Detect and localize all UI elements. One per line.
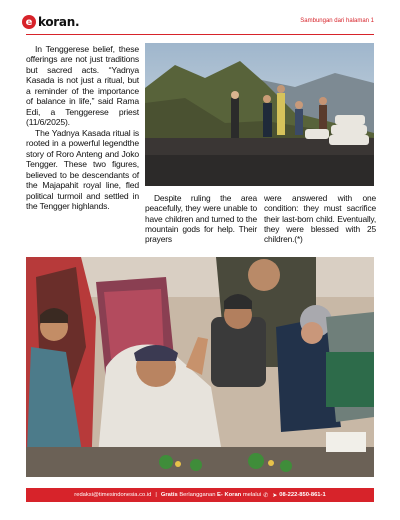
footer-gratis: Gratis xyxy=(160,492,178,498)
continued-from-label: Sambungan dari halaman 1 xyxy=(300,18,374,24)
logo-text: koran. xyxy=(38,15,80,29)
ceremony-photo-mountain xyxy=(145,43,374,186)
footer-separator: | xyxy=(155,492,157,498)
footer-ekoran: E- Koran xyxy=(217,492,242,498)
article-column-left xyxy=(26,44,139,212)
article-paragraph: The Yadnya Kasada ritual is rooted in a powerful legendthe story of Roro Anteng and Joko Tengger. These two figures, believed to be descendants of the Majapahit royal line, fled political turmoil and settled in the Tengger highlands. xyxy=(26,127,139,212)
ceremony-photo-prayer xyxy=(26,257,374,477)
ekoran-logo xyxy=(22,15,79,29)
footer-subscribe-text: Berlangganan xyxy=(179,492,216,498)
article-paragraph: Despite ruling the area peacefully, they were unable to have children and turned to the mountain gods for help. Their prayers xyxy=(145,193,257,245)
footer-via: melalui xyxy=(242,492,262,498)
page-header xyxy=(0,0,400,36)
article-paragraph: were answered with one condition: they must sacrifice their last-born child. Eventually, they were blessed with 25 children.(*) xyxy=(264,193,376,245)
footer-email[interactable]: redaksi@timesindonesia.co.id xyxy=(74,492,152,498)
article-column-middle xyxy=(145,193,257,245)
telegram-icon: ➤ xyxy=(272,492,278,499)
footer-phone[interactable]: 08-222-850-861-1 xyxy=(279,492,326,498)
header-divider xyxy=(26,34,374,35)
whatsapp-icon: ✆ xyxy=(263,492,269,499)
article-column-right xyxy=(264,193,376,245)
article-paragraph: In Tenggerese belief, these offerings are not just traditions but sacred acts. “Yadnya Kasada is not just a ritual, but a reminder of the importance of balance in life,” said Rama Edi, a Tenggerese priest (11/6/2025). xyxy=(26,44,139,128)
page-footer xyxy=(26,488,374,502)
logo-mark: e xyxy=(22,15,36,29)
